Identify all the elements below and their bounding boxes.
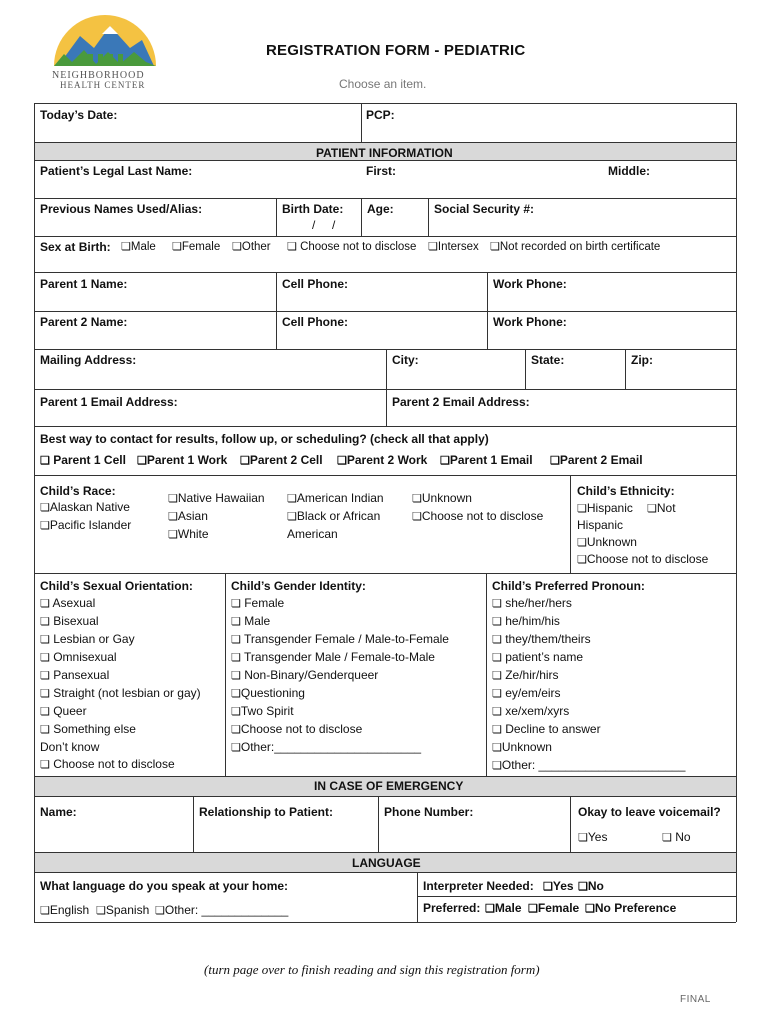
pronoun-xe-checkbox[interactable]: ❏ xe/xem/xyrs	[492, 703, 685, 721]
gender-trans-female-checkbox[interactable]: ❏ Transgender Female / Male-to-Female	[231, 631, 449, 649]
gender-male-checkbox[interactable]: ❏ Male	[231, 613, 449, 631]
contact-parent1-work-checkbox[interactable]: ❏ Parent 1 Work	[137, 452, 227, 469]
race-american-indian-checkbox[interactable]: ❏ American Indian	[287, 490, 384, 508]
pronoun-decline-checkbox[interactable]: ❏ Decline to answer	[492, 721, 685, 739]
gender-two-spirit-checkbox[interactable]: ❏ Two Spirit	[231, 703, 449, 721]
gender-female-checkbox[interactable]: ❏ Female	[231, 595, 449, 613]
emergency-phone-label: Phone Number:	[384, 805, 474, 819]
contact-parent2-email-checkbox[interactable]: ❏ Parent 2 Email	[550, 452, 643, 469]
orientation-choose-not-checkbox[interactable]: ❏ Choose not to disclose	[40, 756, 201, 774]
sex-male-checkbox[interactable]: ❏ Male	[121, 239, 156, 255]
contact-question: Best way to contact for results, follow up, or scheduling? (check all that apply)	[40, 432, 489, 446]
city-label: City:	[392, 353, 419, 367]
birth-date-field[interactable]: / /	[312, 218, 336, 232]
sex-at-birth-label: Sex at Birth:	[40, 240, 111, 254]
logo-text-line2: HEALTH CENTER	[60, 80, 146, 90]
orientation-bisexual-checkbox[interactable]: ❏ Bisexual	[40, 613, 201, 631]
page-title: REGISTRATION FORM - PEDIATRIC	[266, 42, 526, 59]
contact-parent1-email-checkbox[interactable]: ❏ Parent 1 Email	[440, 452, 533, 469]
patient-info-title: PATIENT INFORMATION	[316, 146, 453, 160]
pronoun-patient-name-checkbox[interactable]: ❏ patient’s name	[492, 649, 685, 667]
preferred-female-checkbox[interactable]: ❏ Female	[528, 900, 579, 917]
contact-parent1-cell-checkbox[interactable]: ❏ Parent 1 Cell	[40, 452, 126, 469]
ethnicity-choose-not-checkbox[interactable]: ❏ Choose not to disclose	[577, 551, 708, 568]
sex-intersex-checkbox[interactable]: ❏ Intersex	[428, 239, 479, 255]
race-col3	[287, 490, 384, 543]
sex-choose-not-checkbox[interactable]: ❏ Choose not to disclose	[287, 239, 416, 255]
race-col1	[40, 499, 131, 535]
race-choose-not-checkbox[interactable]: ❏ Choose not to disclose	[412, 508, 543, 526]
age-label: Age:	[367, 202, 394, 216]
orientation-label: Child’s Sexual Orientation:	[40, 579, 193, 593]
orientation-omnisexual-checkbox[interactable]: ❏ Omnisexual	[40, 649, 201, 667]
race-alaskan-checkbox[interactable]: ❏ Alaskan Native	[40, 499, 131, 517]
orientation-something-else-checkbox[interactable]: ❏ Something else	[40, 721, 201, 739]
pronoun-other-checkbox[interactable]: ❏ Other: ______________________	[492, 757, 685, 775]
language-english-checkbox[interactable]: ❏ English	[40, 902, 89, 919]
ethnicity-hispanic-cont: Hispanic	[577, 518, 624, 532]
race-asian-checkbox[interactable]: ❏ Asian	[168, 508, 265, 526]
mailing-address-label: Mailing Address:	[40, 353, 137, 367]
voicemail-label: Okay to leave voicemail?	[578, 805, 721, 819]
choose-item-dropdown[interactable]: Choose an item.	[339, 77, 427, 91]
gender-choose-not-checkbox[interactable]: ❏ Choose not to disclose	[231, 721, 449, 739]
contact-parent2-work-checkbox[interactable]: ❏ Parent 2 Work	[337, 452, 427, 469]
language-title: LANGUAGE	[352, 856, 421, 870]
footer-note: (turn page over to finish reading and sign this registration form)	[204, 962, 540, 977]
pronoun-list	[492, 595, 685, 775]
orientation-pansexual-checkbox[interactable]: ❏ Pansexual	[40, 667, 201, 685]
contact-parent2-cell-checkbox[interactable]: ❏ Parent 2 Cell	[240, 452, 323, 469]
race-label: Child’s Race:	[40, 484, 116, 498]
parent1-work-label: Work Phone:	[493, 277, 567, 291]
emergency-relationship-label: Relationship to Patient:	[199, 805, 334, 819]
orientation-straight-checkbox[interactable]: ❏ Straight (not lesbian or gay)	[40, 685, 201, 703]
orientation-queer-checkbox[interactable]: ❏ Queer	[40, 703, 201, 721]
language-spanish-checkbox[interactable]: ❏ Spanish	[96, 902, 149, 919]
race-hawaiian-checkbox[interactable]: ❏ Native Hawaiian	[168, 490, 265, 508]
final-label: FINAL	[680, 994, 711, 1005]
orientation-list	[40, 595, 201, 774]
pronoun-unknown-checkbox[interactable]: ❏ Unknown	[492, 739, 685, 757]
sex-not-recorded-checkbox[interactable]: ❏ Not recorded on birth certificate	[490, 239, 660, 255]
gender-list	[231, 595, 449, 757]
parent1-cell-label: Cell Phone:	[282, 277, 349, 291]
sex-other-checkbox[interactable]: ❏ Other	[232, 239, 271, 255]
ethnicity-not-hispanic-checkbox[interactable]: ❏ Not	[647, 500, 676, 517]
pronoun-label: Child’s Preferred Pronoun:	[492, 579, 645, 593]
parent2-name-label: Parent 2 Name:	[40, 315, 128, 329]
interpreter-yes-checkbox[interactable]: ❏ Yes	[543, 878, 574, 895]
orientation-lesbian-gay-checkbox[interactable]: ❏ Lesbian or Gay	[40, 631, 201, 649]
interpreter-label: Interpreter Needed:	[423, 879, 534, 893]
ethnicity-hispanic-checkbox[interactable]: ❏ Hispanic	[577, 500, 633, 517]
gender-other-checkbox[interactable]: ❏ Other:______________________	[231, 739, 449, 757]
race-pacific-checkbox[interactable]: ❏ Pacific Islander	[40, 517, 131, 535]
previous-names-label: Previous Names Used/Alias:	[40, 202, 203, 216]
logo-text-line1: NEIGHBORHOOD	[52, 70, 145, 81]
pronoun-they-checkbox[interactable]: ❏ they/them/theirs	[492, 631, 685, 649]
ssn-label: Social Security #:	[434, 202, 535, 216]
birth-date-label: Birth Date:	[282, 202, 344, 216]
race-black-checkbox[interactable]: ❏ Black or African	[287, 508, 384, 526]
parent2-work-label: Work Phone:	[493, 315, 567, 329]
logo	[50, 14, 160, 94]
ethnicity-unknown-checkbox[interactable]: ❏ Unknown	[577, 534, 637, 551]
parent1-email-label: Parent 1 Email Address:	[40, 395, 178, 409]
race-white-checkbox[interactable]: ❏ White	[168, 526, 265, 544]
parent1-name-label: Parent 1 Name:	[40, 277, 128, 291]
pronoun-he-checkbox[interactable]: ❏ he/him/his	[492, 613, 685, 631]
sex-female-checkbox[interactable]: ❏ Female	[172, 239, 220, 255]
parent2-cell-label: Cell Phone:	[282, 315, 349, 329]
pronoun-ze-checkbox[interactable]: ❏ Ze/hir/hirs	[492, 667, 685, 685]
ethnicity-label: Child’s Ethnicity:	[577, 484, 675, 498]
pronoun-ey-checkbox[interactable]: ❏ ey/em/eirs	[492, 685, 685, 703]
language-question: What language do you speak at your home:	[40, 879, 289, 893]
emergency-title: IN CASE OF EMERGENCY	[314, 779, 464, 793]
race-col4	[412, 490, 543, 526]
gender-questioning-checkbox[interactable]: ❏ Questioning	[231, 685, 449, 703]
pronoun-she-checkbox[interactable]: ❏ she/her/hers	[492, 595, 685, 613]
gender-trans-male-checkbox[interactable]: ❏ Transgender Male / Female-to-Male	[231, 649, 449, 667]
zip-label: Zip:	[631, 353, 653, 367]
parent2-email-label: Parent 2 Email Address:	[392, 395, 530, 409]
race-unknown-checkbox[interactable]: ❏ Unknown	[412, 490, 543, 508]
voicemail-yes-checkbox[interactable]: ❏ Yes	[578, 829, 607, 846]
middle-name-label: Middle:	[608, 164, 650, 178]
preferred-none-checkbox[interactable]: ❏ No Preference	[585, 900, 676, 917]
race-col2	[168, 490, 265, 544]
logo-mountains-icon	[50, 14, 160, 76]
interpreter-no-checkbox[interactable]: ❏ No	[578, 878, 604, 895]
pcp-label: PCP:	[366, 108, 395, 122]
voicemail-no-checkbox[interactable]: ❏ No	[662, 829, 691, 846]
state-label: State:	[531, 353, 565, 367]
race-black-cont: American	[287, 527, 338, 541]
first-name-label: First:	[366, 164, 396, 178]
orientation-dont-know: Don’t know	[40, 740, 100, 754]
preferred-male-checkbox[interactable]: ❏ Male	[485, 900, 522, 917]
gender-nonbinary-checkbox[interactable]: ❏ Non-Binary/Genderqueer	[231, 667, 449, 685]
orientation-asexual-checkbox[interactable]: ❏ Asexual	[40, 595, 201, 613]
last-name-label: Patient’s Legal Last Name:	[40, 164, 193, 178]
emergency-name-label: Name:	[40, 805, 77, 819]
language-other-checkbox[interactable]: ❏ Other: _____________	[155, 902, 288, 919]
gender-label: Child’s Gender Identity:	[231, 579, 366, 593]
todays-date-label: Today’s Date:	[40, 108, 118, 122]
preferred-label: Preferred:	[423, 901, 481, 915]
